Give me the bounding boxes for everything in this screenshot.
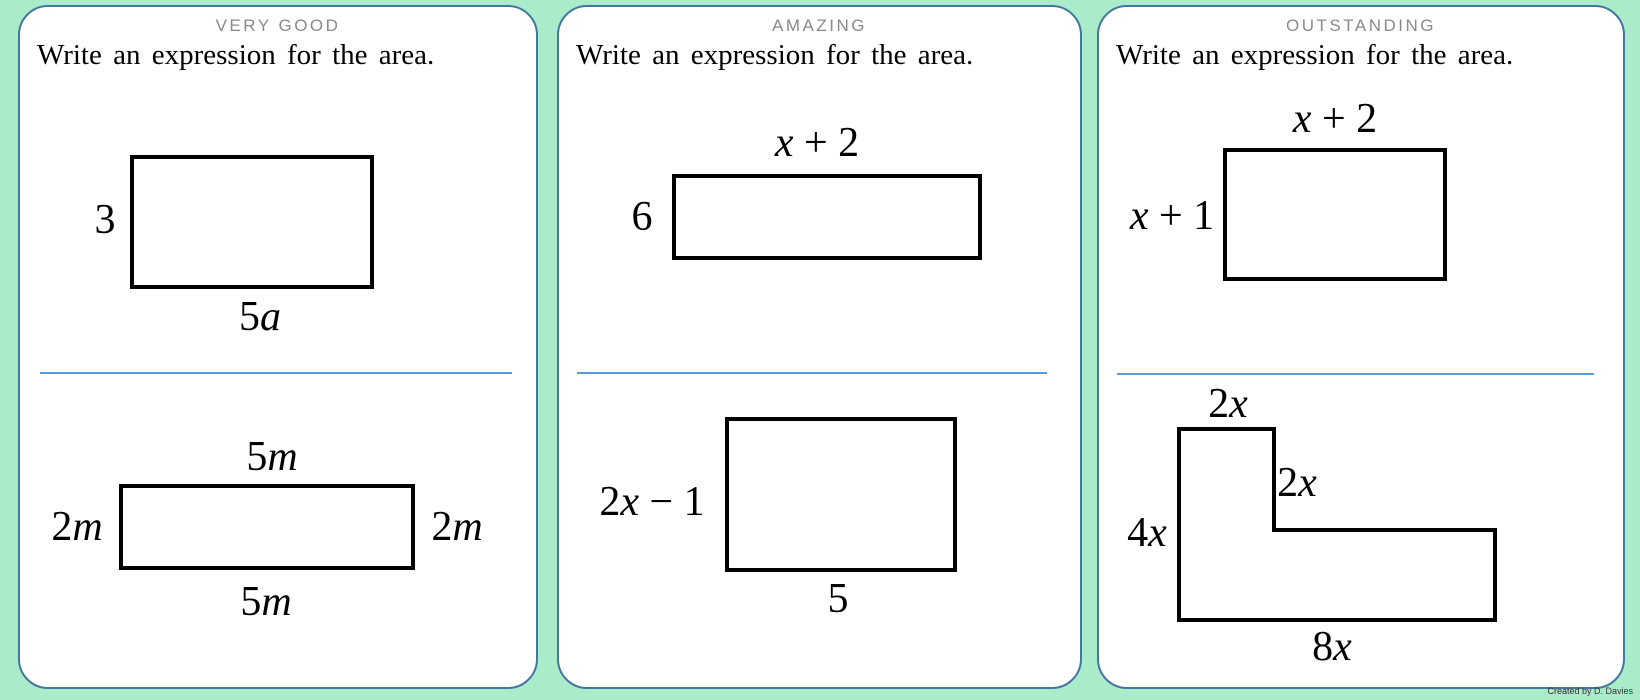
dimension-label-bottom: 8x bbox=[1312, 624, 1352, 670]
l-shape bbox=[1177, 427, 1499, 624]
prompt-text: Write an expression for the area. bbox=[37, 39, 435, 71]
dimension-label-left: 2x − 1 bbox=[599, 479, 705, 525]
rectangle-shape bbox=[1223, 148, 1447, 281]
dimension-label-top: 2x bbox=[1208, 381, 1248, 427]
dimension-label-left: 2m bbox=[51, 504, 103, 550]
card-outstanding bbox=[1097, 5, 1625, 689]
dimension-label-bottom: 5a bbox=[239, 294, 281, 340]
dimension-label-top: x + 2 bbox=[1292, 96, 1378, 142]
rectangle-shape bbox=[130, 155, 374, 289]
divider-line bbox=[577, 372, 1047, 374]
rectangle-shape bbox=[725, 417, 957, 572]
dimension-label-left: 6 bbox=[631, 194, 653, 240]
dimension-label-left: 3 bbox=[94, 197, 116, 243]
dimension-label-right: 2m bbox=[431, 504, 483, 550]
card-header: OUTSTANDING bbox=[1286, 16, 1436, 35]
dimension-label-top: x + 2 bbox=[774, 120, 860, 166]
dimension-label-top: 5m bbox=[246, 434, 298, 480]
card-amazing bbox=[557, 5, 1082, 689]
dimension-label-bottom: 5 bbox=[827, 576, 849, 622]
prompt-text: Write an expression for the area. bbox=[1116, 39, 1514, 71]
credit-text: Created by D. Davies bbox=[1547, 686, 1633, 696]
card-very-good bbox=[18, 5, 538, 689]
dimension-label-notch-right: 2x bbox=[1277, 460, 1317, 506]
dimension-label-left: 4x bbox=[1127, 510, 1167, 556]
card-header: VERY GOOD bbox=[215, 16, 341, 35]
rectangle-shape bbox=[119, 484, 415, 570]
rectangle-shape bbox=[672, 174, 982, 260]
divider-line bbox=[40, 372, 512, 374]
dimension-label-bottom: 5m bbox=[240, 579, 292, 625]
card-header: AMAZING bbox=[772, 16, 867, 35]
divider-line bbox=[1117, 373, 1594, 375]
dimension-label-left: x + 1 bbox=[1129, 193, 1215, 239]
prompt-text: Write an expression for the area. bbox=[576, 39, 974, 71]
